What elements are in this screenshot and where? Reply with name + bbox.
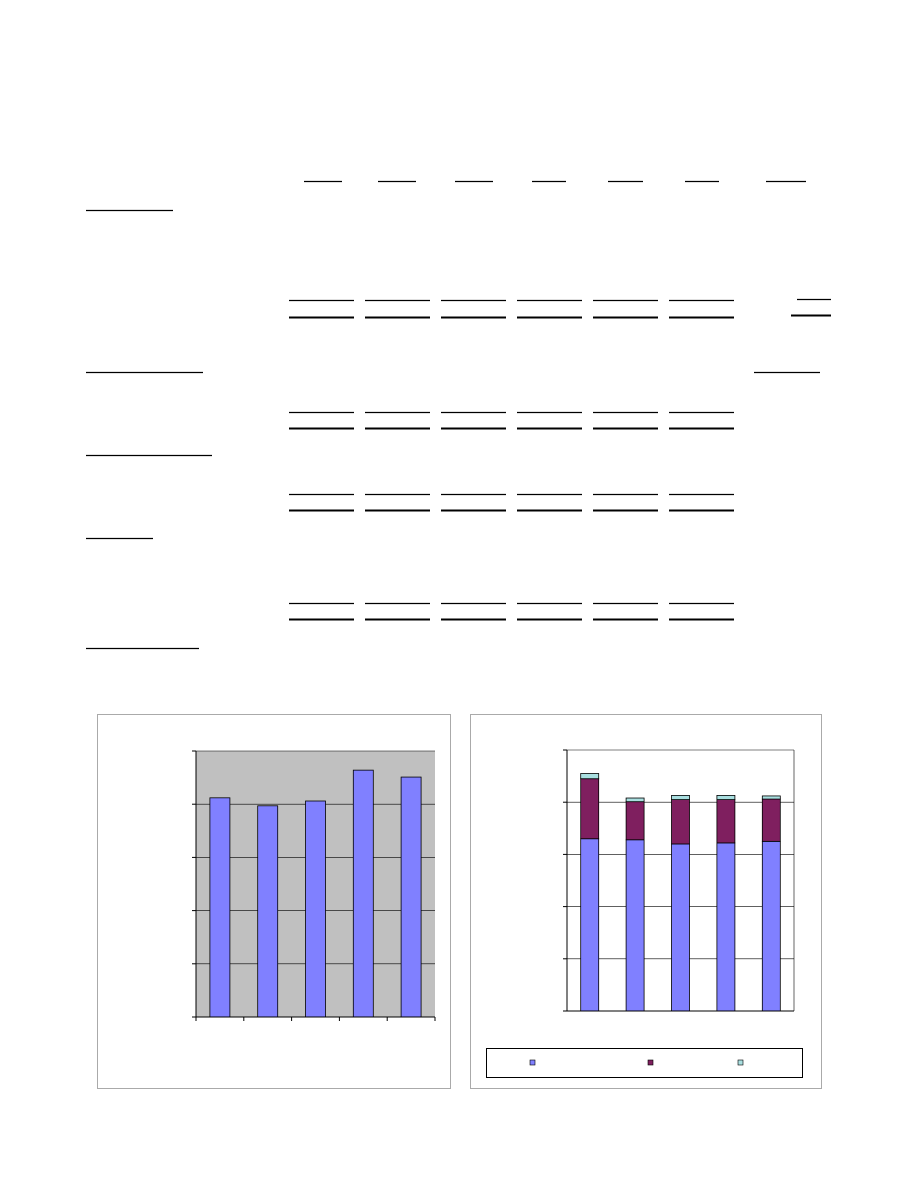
bar-segment-series-1 — [672, 844, 690, 1011]
legend-swatch-series-2 — [648, 1060, 653, 1065]
legend-swatch-series-3 — [738, 1060, 743, 1065]
bar-segment-series-2 — [626, 802, 644, 840]
bar-segment-series-1 — [626, 840, 644, 1011]
bar-segment-series-2 — [581, 779, 599, 839]
bar — [258, 806, 278, 1017]
bar-segment-series-3 — [626, 798, 644, 802]
chart-right-legend — [487, 1049, 803, 1078]
bar — [306, 801, 326, 1017]
chart-left — [192, 751, 435, 1021]
bar-segment-series-3 — [717, 795, 735, 799]
bar-segment-series-1 — [717, 843, 735, 1011]
bar-segment-series-3 — [581, 773, 599, 778]
bar-segment-series-3 — [672, 795, 690, 799]
bar-segment-series-1 — [581, 839, 599, 1011]
bar-segment-series-2 — [672, 800, 690, 844]
legend-swatch-series-1 — [530, 1060, 535, 1065]
bar — [353, 770, 373, 1017]
bar-segment-series-2 — [762, 799, 780, 841]
bar — [401, 777, 421, 1017]
bar-segment-series-3 — [762, 796, 780, 799]
total-rules — [289, 300, 831, 620]
bar — [210, 798, 230, 1017]
bar-segment-series-2 — [717, 800, 735, 843]
bar-segment-series-1 — [762, 841, 780, 1011]
